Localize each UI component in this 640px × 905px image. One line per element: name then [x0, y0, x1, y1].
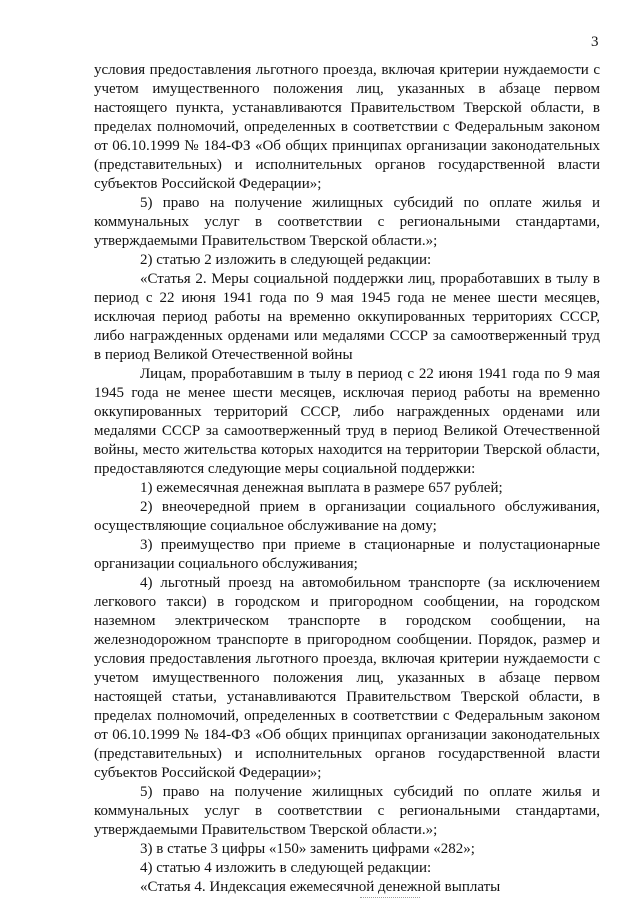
- paragraph-continuation: условия предоставления льготного проезда, включая критерии нуждаемости с учетом имущественного положения лиц, указанных в абзаце первом настоящего пункта, устанавливаются Правительством Тверской области, в пределах полномочий, определенных в соответствии с Федеральным законом от 06.10.1999 № 184-ФЗ «Об общих принципах организации законодательных (представительных) и исполнительных органов государственной власти субъектов Российской Федерации»;: [94, 62, 600, 192]
- paragraph-amend-article-2: 2) статью 2 изложить в следующей редакции:: [140, 252, 432, 268]
- paragraph-item-4-travel: 4) льготный проезд на автомобильном транспорте (за исключением легкового такси) в городском и пригородном сообщении, на городском наземном электрическом транспорте в городском сообщении, на железнодорожном транспорте в пригородном сообщении. Порядок, размер и условия предоставления льготного проезда, включая критерии нуждаемости с учетом имущественного положения лиц, указанных в абзаце первом настоящей статьи, устанавливаются Правительством Тверской области, в пределах полномочий, определенных в соответствии с Федеральным законом от 06.10.1999 № 184-ФЗ «Об общих принципах организации законодательных (представительных) и исполнительных органов государственной власти субъектов Российской Федерации»;: [94, 575, 600, 781]
- paragraph-article-2-title: «Статья 2. Меры социальной поддержки лиц, проработавших в тылу в период с 22 июня 1941 года по 9 мая 1945 года не менее шести месяцев, исключая период работы на временно оккупированных территориях СССР, либо награжденных орденами или медалями СССР за самоотверженный труд в период Великой Отечественной войны: [94, 271, 600, 363]
- paragraph-item-5-housing-subsidies-2: 5) право на получение жилищных субсидий по оплате жилья и коммунальных услуг в соответствии с региональными стандартами, утверждаемыми Правительством Тверской области.»;: [94, 784, 600, 838]
- page-number: 3: [591, 34, 599, 50]
- paragraph-item-2-priority-admission: 2) внеочередной прием в организации социального обслуживания, осуществляющие социальное обслуживание на дому;: [94, 499, 600, 534]
- paragraph-item-3-preference: 3) преимущество при приеме в стационарные и полустационарные организации социального обслуживания;: [94, 537, 600, 572]
- paragraph-item-1-monthly-payment: 1) ежемесячная денежная выплата в размере 657 рублей;: [140, 480, 503, 496]
- paragraph-article-4-title: «Статья 4. Индексация ежемесячной денежной выплаты: [140, 879, 501, 895]
- paragraph-amend-article-4: 4) статью 4 изложить в следующей редакции:: [140, 860, 432, 876]
- paragraph-item-5-housing-subsidies: 5) право на получение жилищных субсидий по оплате жилья и коммунальных услуг в соответствии с региональными стандартами, утверждаемыми Правительством Тверской области.»;: [94, 195, 600, 249]
- scan-artifact-line: [360, 897, 420, 899]
- document-body: [94, 61, 600, 897]
- paragraph-article-2-intro: Лицам, проработавшим в тылу в период с 22 июня 1941 года по 9 мая 1945 года не менее шести месяцев, исключая период работы на временно оккупированных территорий СССР, либо награжденных орденами или медалями СССР за самоотверженный труд в период Великой Отечественной войны, место жительства которых находится на территории Тверской области, предоставляются следующие меры социальной поддержки:: [94, 366, 600, 477]
- paragraph-amend-article-3: 3) в статье 3 цифры «150» заменить цифрами «282»;: [140, 841, 475, 857]
